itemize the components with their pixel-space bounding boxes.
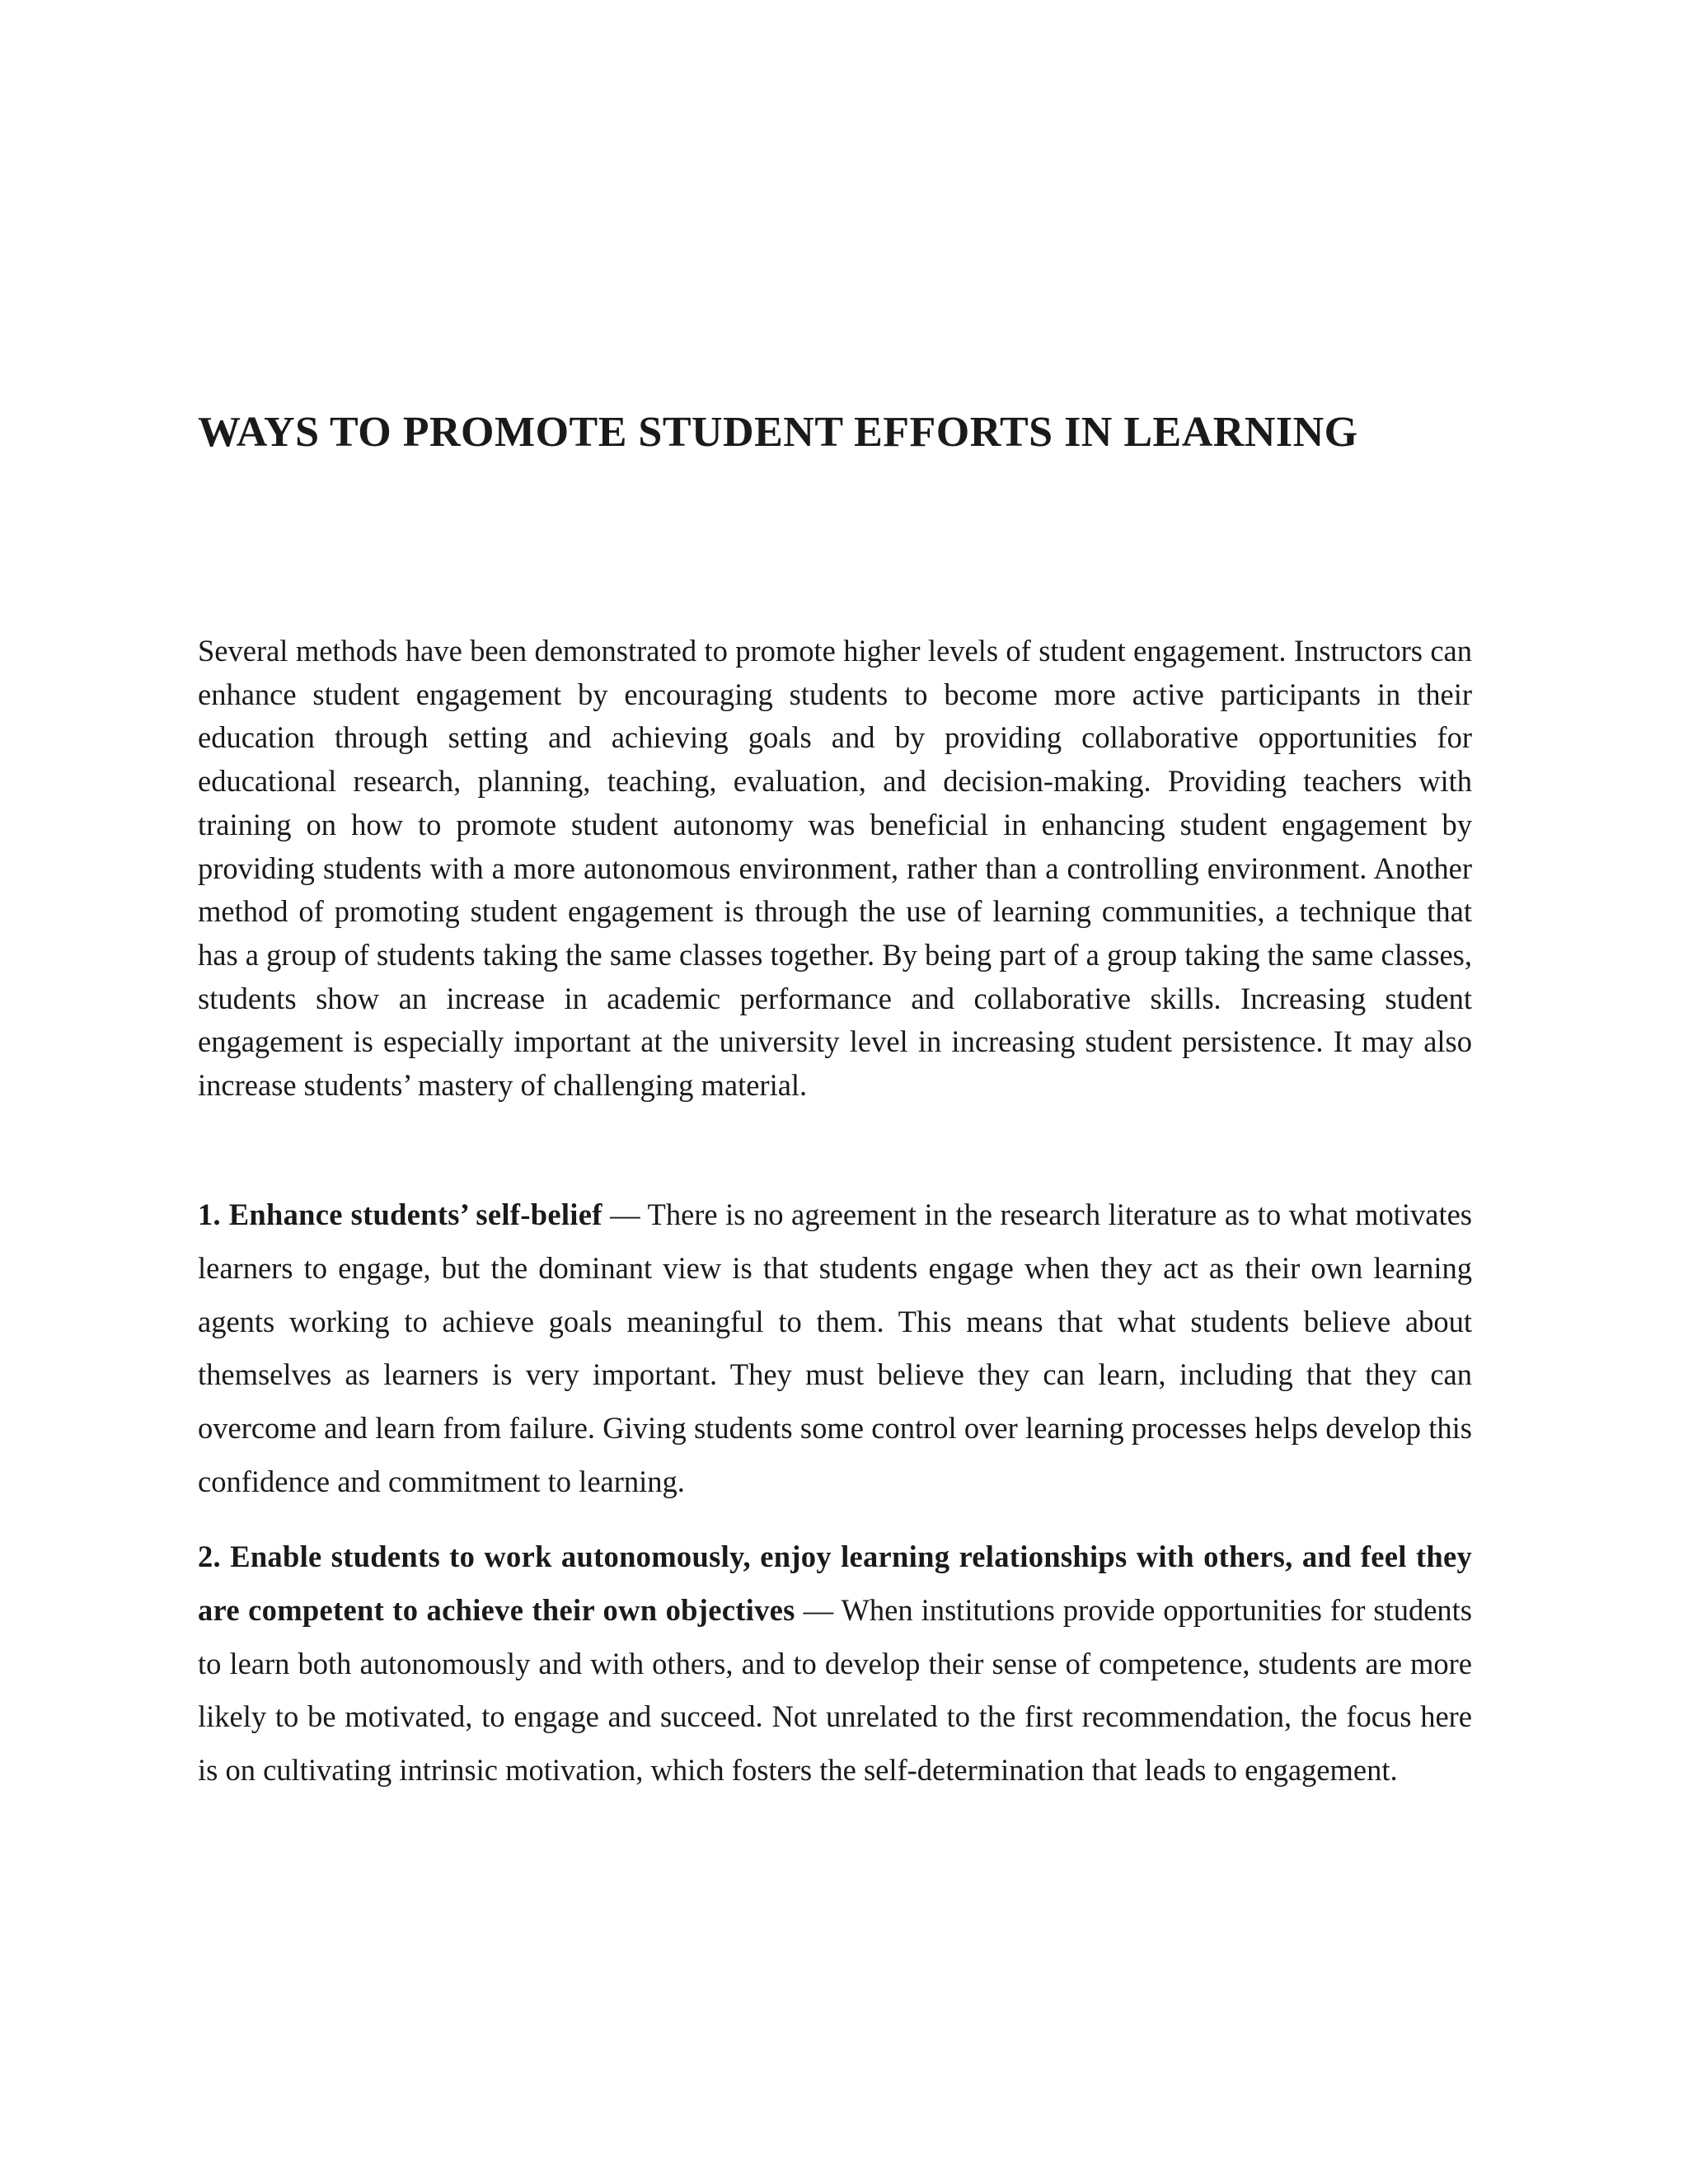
- document-title: WAYS TO PROMOTE STUDENT EFFORTS IN LEARNING: [198, 409, 1358, 456]
- recommendation-1-paragraph: [198, 1188, 1472, 1509]
- recommendation-1-heading: 1. Enhance students’ self-belief: [198, 1197, 603, 1231]
- recommendation-1-body: There is no agreement in the research literature as to what motivates learners to engage, but the dominant view is that students engage when they act as their own learning agents working to achieve goals meaningful to them. This means that what students believe about themselves as learners is very important. They must believe they can learn, including that they can overcome and learn from failure. Giving students some control over learning processes helps develop this confidence and commitment to learning.: [198, 1197, 1473, 1498]
- recommendation-2-paragraph: [198, 1530, 1472, 1797]
- recommendation-2-heading: 2. Enable students to work autonomously, enjoy learning relationships with others, and feel they are competent to achieve their own objectives: [198, 1540, 1472, 1627]
- recommendation-2-dash: —: [795, 1592, 842, 1627]
- recommendation-1-dash: —: [602, 1197, 648, 1231]
- recommendation-2-body: When institutions provide opportunities for students to learn both autonomously and with others, and to develop their sense of competence, students are more likely to be motivated, to engage and succeed. Not unrelated to the first recommendation, the focus here is on cultivating intrinsic motivation, which fosters the self-determination that leads to engagement.: [198, 1592, 1473, 1788]
- intro-paragraph: Several methods have been demonstrated to promote higher levels of student engagement. Instructors can enhance student engagement by encouraging students to become more active participants in their education through setting and achieving goals and by providing collaborative opportunities for educational research, planning, teaching, evaluation, and decision-making. Providing teachers with training on how to promote student autonomy was beneficial in enhancing student engagement by providing students with a more autonomous environment, rather than a controlling environment. Another method of promoting student engagement is through the use of learning communities, a technique that has a group of students taking the same classes together. By being part of a group taking the same classes, students show an increase in academic performance and collaborative skills. Increasing student engagement is especially important at the university level in increasing student persistence. It may also increase students’ mastery of challenging material.: [198, 634, 1472, 1103]
